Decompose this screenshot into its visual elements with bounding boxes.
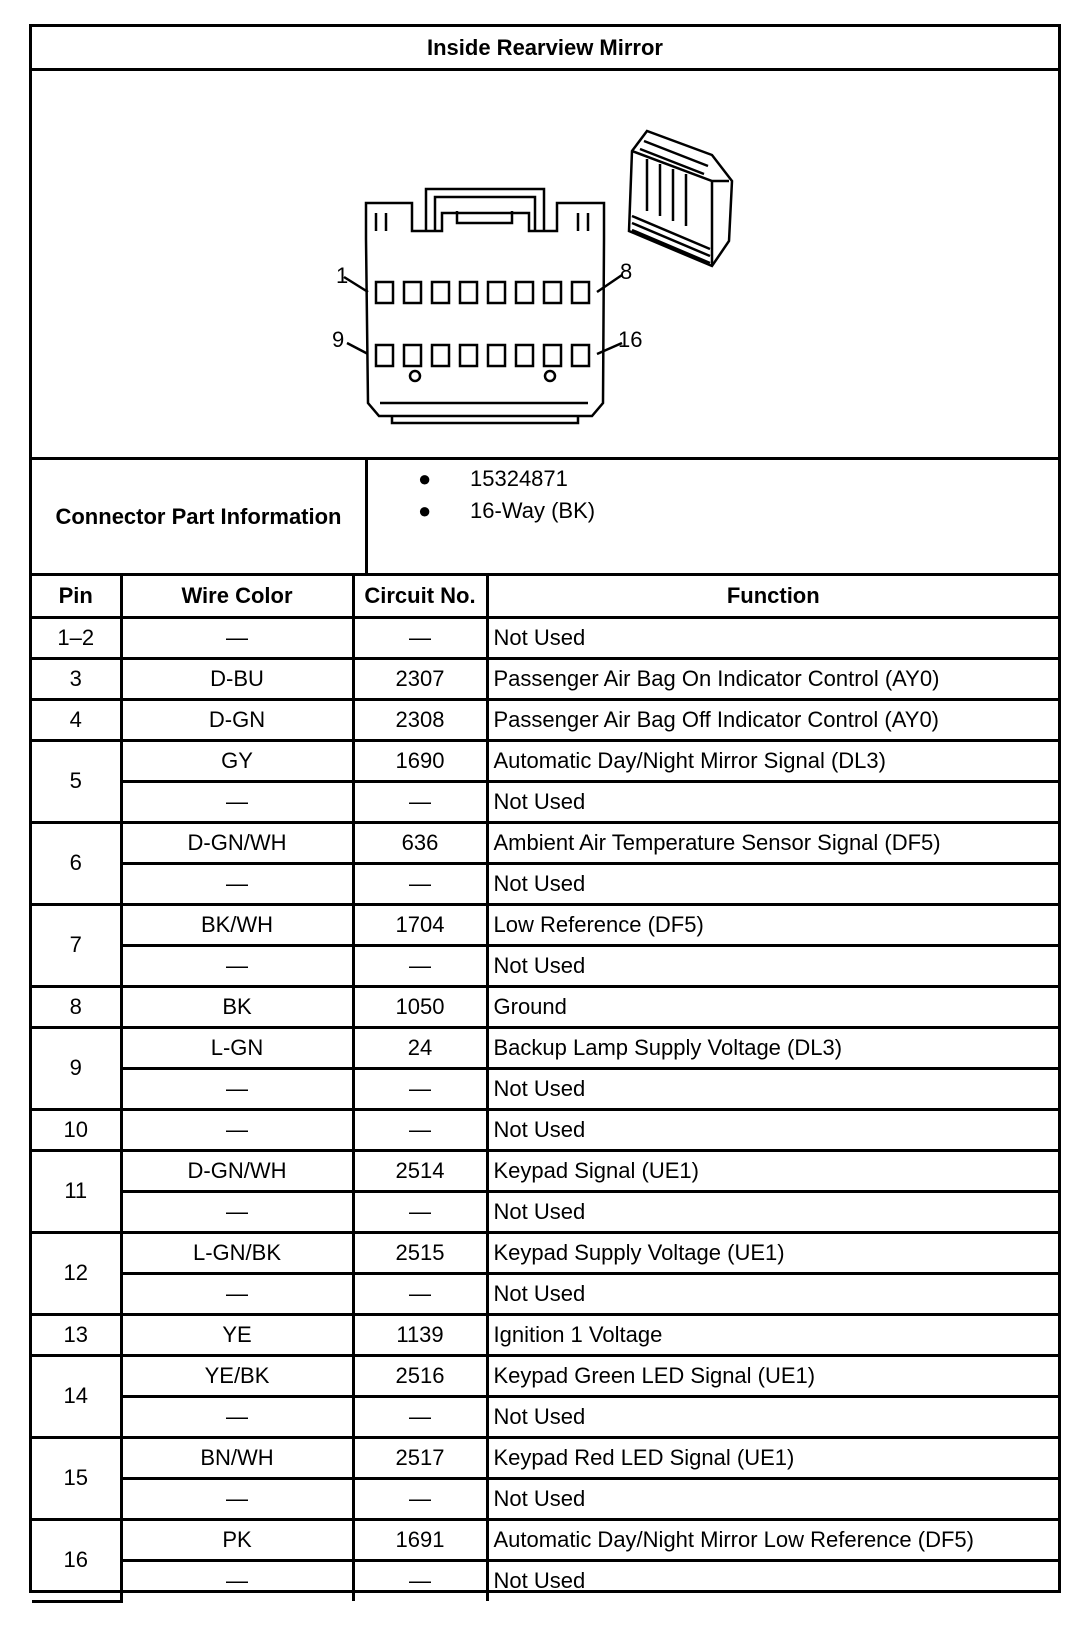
table-row (32, 986, 1058, 1027)
wire-color-cell: — (121, 1109, 353, 1150)
part-info-list (368, 460, 1058, 573)
circuit-cell: 1690 (353, 740, 487, 781)
wire-color-cell: — (121, 945, 353, 986)
circuit-cell: 24 (353, 1027, 487, 1068)
table-row (32, 1232, 1058, 1273)
connector-screw-left (410, 371, 420, 381)
pin-cell: 14 (32, 1355, 121, 1437)
function-cell: Keypad Red LED Signal (UE1) (487, 1437, 1058, 1478)
page-title: Inside Rearview Mirror (32, 27, 1058, 71)
table-row (32, 1355, 1058, 1396)
pin-cell: 8 (32, 986, 121, 1027)
circuit-cell: — (353, 945, 487, 986)
pin-cell: 15 (32, 1437, 121, 1519)
part-info-item (418, 466, 568, 492)
wire-color-cell: D-GN (121, 699, 353, 740)
function-cell: Ground (487, 986, 1058, 1027)
wire-color-cell: BK (121, 986, 353, 1027)
pin-cell: 6 (32, 822, 121, 904)
pin-label-8: 8 (620, 259, 633, 284)
table-row (32, 1191, 1058, 1232)
function-cell: Not Used (487, 863, 1058, 904)
connector-latch (426, 189, 544, 231)
circuit-cell: — (353, 1396, 487, 1437)
circuit-cell: — (353, 1109, 487, 1150)
function-cell: Ambient Air Temperature Sensor Signal (DF5) (487, 822, 1058, 863)
circuit-cell: — (353, 863, 487, 904)
pin-cell: 11 (32, 1150, 121, 1232)
pin-cell: 10 (32, 1109, 121, 1150)
wire-color-cell: — (121, 1396, 353, 1437)
function-cell: Backup Lamp Supply Voltage (DL3) (487, 1027, 1058, 1068)
function-cell: Passenger Air Bag Off Indicator Control (AY0) (487, 699, 1058, 740)
function-cell: Not Used (487, 1068, 1058, 1109)
pin-cell: 1–2 (32, 617, 121, 658)
header-circuit-no: Circuit No. (353, 576, 487, 617)
pin-cell: 16 (32, 1519, 121, 1601)
table-row (32, 658, 1058, 699)
table-row (32, 699, 1058, 740)
connector-sheet (29, 24, 1061, 1593)
pin-label-9: 9 (332, 327, 345, 352)
table-row (32, 904, 1058, 945)
connector-part-info (32, 460, 1058, 576)
wire-color-cell: — (121, 1560, 353, 1601)
pin-cell: 5 (32, 740, 121, 822)
circuit-cell: — (353, 1560, 487, 1601)
bullet-icon: ● (418, 498, 432, 523)
pin-cell: 7 (32, 904, 121, 986)
cavity-row-top (376, 282, 589, 303)
circuit-cell: 2515 (353, 1232, 487, 1273)
function-cell: Not Used (487, 945, 1058, 986)
table-row (32, 1560, 1058, 1601)
table-row (32, 945, 1058, 986)
header-pin: Pin (32, 576, 121, 617)
circuit-cell: — (353, 1068, 487, 1109)
header-function: Function (487, 576, 1058, 617)
wire-color-cell: L-GN (121, 1027, 353, 1068)
table-row (32, 1027, 1058, 1068)
function-cell: Not Used (487, 617, 1058, 658)
connector-diagram (32, 71, 1058, 460)
connector-type: 16-Way (BK) (470, 498, 596, 523)
table-row (32, 1068, 1058, 1109)
table-row (32, 781, 1058, 822)
wire-color-cell: PK (121, 1519, 353, 1560)
function-cell: Not Used (487, 1396, 1058, 1437)
wire-color-cell: L-GN/BK (121, 1232, 353, 1273)
wire-color-cell: — (121, 1478, 353, 1519)
circuit-cell: 2307 (353, 658, 487, 699)
table-row (32, 822, 1058, 863)
circuit-cell: 2517 (353, 1437, 487, 1478)
pin-cell: 4 (32, 699, 121, 740)
function-cell: Not Used (487, 1109, 1058, 1150)
table-row (32, 1437, 1058, 1478)
header-wire-color: Wire Color (121, 576, 353, 617)
cavity-row-bottom (376, 345, 589, 366)
circuit-cell: — (353, 1273, 487, 1314)
wire-color-cell: — (121, 863, 353, 904)
pinout-table (32, 576, 1058, 1603)
wire-color-cell: D-BU (121, 658, 353, 699)
circuit-cell: — (353, 781, 487, 822)
wire-color-cell: — (121, 781, 353, 822)
wire-color-cell: YE/BK (121, 1355, 353, 1396)
table-row (32, 1273, 1058, 1314)
function-cell: Keypad Green LED Signal (UE1) (487, 1355, 1058, 1396)
function-cell: Not Used (487, 1191, 1058, 1232)
wire-color-cell: YE (121, 1314, 353, 1355)
wire-color-cell: BN/WH (121, 1437, 353, 1478)
table-row (32, 863, 1058, 904)
circuit-cell: 2514 (353, 1150, 487, 1191)
function-cell: Keypad Signal (UE1) (487, 1150, 1058, 1191)
wire-color-cell: BK/WH (121, 904, 353, 945)
circuit-cell: 2308 (353, 699, 487, 740)
connector-screw-right (545, 371, 555, 381)
circuit-cell: 2516 (353, 1355, 487, 1396)
part-info-item (418, 498, 595, 524)
table-row (32, 740, 1058, 781)
function-cell: Automatic Day/Night Mirror Low Reference (DF5) (487, 1519, 1058, 1560)
circuit-cell: — (353, 1478, 487, 1519)
table-row (32, 1478, 1058, 1519)
function-cell: Not Used (487, 1478, 1058, 1519)
function-cell: Not Used (487, 1560, 1058, 1601)
pin-cell: 3 (32, 658, 121, 699)
table-row (32, 1314, 1058, 1355)
function-cell: Low Reference (DF5) (487, 904, 1058, 945)
bullet-icon: ● (418, 466, 432, 491)
function-cell: Not Used (487, 1273, 1058, 1314)
pin-leader-9 (347, 343, 368, 354)
wire-color-cell: — (121, 1068, 353, 1109)
circuit-cell: — (353, 1191, 487, 1232)
pin-label-16: 16 (618, 327, 643, 352)
part-info-label: Connector Part Information (32, 460, 368, 573)
connector-body-outline (366, 203, 604, 416)
circuit-cell: 636 (353, 822, 487, 863)
table-row (32, 1519, 1058, 1560)
wire-color-cell: D-GN/WH (121, 1150, 353, 1191)
wire-color-cell: — (121, 617, 353, 658)
circuit-cell: 1050 (353, 986, 487, 1027)
function-cell: Automatic Day/Night Mirror Signal (DL3) (487, 740, 1058, 781)
wire-color-cell: GY (121, 740, 353, 781)
wire-color-cell: — (121, 1191, 353, 1232)
function-cell: Not Used (487, 781, 1058, 822)
table-header-row (32, 576, 1058, 617)
connector-isometric-view (629, 131, 732, 266)
table-row (32, 1109, 1058, 1150)
part-number: 15324871 (470, 466, 568, 491)
circuit-cell: 1691 (353, 1519, 487, 1560)
circuit-cell: 1704 (353, 904, 487, 945)
pin-cell: 12 (32, 1232, 121, 1314)
pin-label-1: 1 (336, 263, 349, 288)
circuit-cell: — (353, 617, 487, 658)
pin-leader-8 (597, 275, 622, 292)
pin-cell: 9 (32, 1027, 121, 1109)
function-cell: Passenger Air Bag On Indicator Control (AY0) (487, 658, 1058, 699)
connector-face-drawing (32, 71, 1058, 457)
table-row (32, 1396, 1058, 1437)
circuit-cell: 1139 (353, 1314, 487, 1355)
wire-color-cell: D-GN/WH (121, 822, 353, 863)
wire-color-cell: — (121, 1273, 353, 1314)
connector-base (380, 403, 588, 423)
function-cell: Ignition 1 Voltage (487, 1314, 1058, 1355)
table-row (32, 1150, 1058, 1191)
function-cell: Keypad Supply Voltage (UE1) (487, 1232, 1058, 1273)
pin-cell: 13 (32, 1314, 121, 1355)
table-row (32, 617, 1058, 658)
